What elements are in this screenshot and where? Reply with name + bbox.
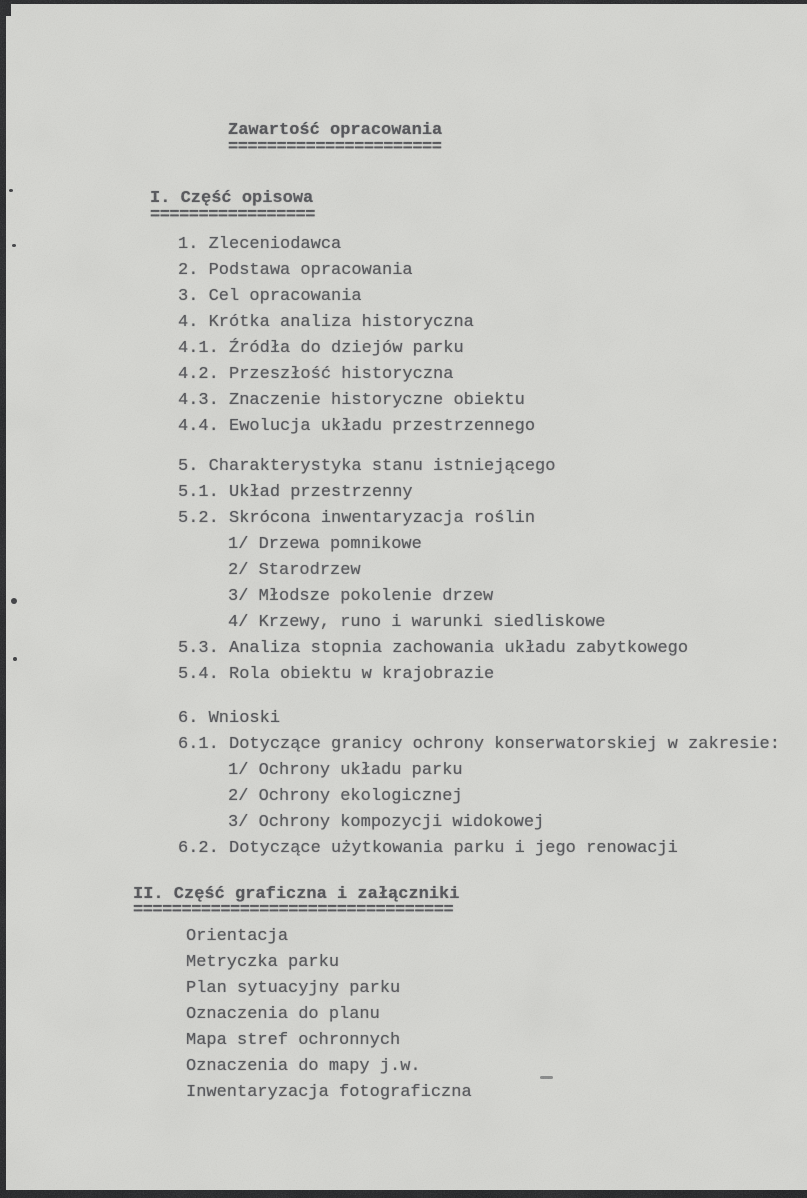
toc-line: Plan sytuacyjny parku <box>186 979 401 998</box>
toc-subline: 3/ Ochrony kompozycji widokowej <box>228 813 545 832</box>
toc-line: 4.1. Źródła do dziejów parku <box>178 339 464 358</box>
toc-line: Mapa stref ochronnych <box>186 1031 401 1050</box>
pencil-dash-mark <box>540 1076 553 1079</box>
toc-line: 6. Wnioski <box>178 709 281 728</box>
typewritten-content <box>133 0 807 1106</box>
scan-edge-bottom <box>0 1190 807 1198</box>
toc-subline: 2/ Ochrony ekologicznej <box>228 787 463 806</box>
ink-speck <box>9 189 13 192</box>
toc-line: 5.1. Układ przestrzenny <box>178 483 413 502</box>
toc-subline: 1/ Drzewa pomnikowe <box>228 535 422 554</box>
scan-edge-left <box>0 0 6 1198</box>
toc-subline: 3/ Młodsze pokolenie drzew <box>228 587 494 606</box>
part-1-heading: I. Część opisowa <box>150 189 314 208</box>
part-1-heading-underline: ================= <box>150 206 315 225</box>
toc-line: 5.3. Analiza stopnia zachowania układu zabytkowego <box>178 639 689 658</box>
document-title: Zawartość opracowania <box>228 121 443 140</box>
ink-speck <box>13 657 17 661</box>
toc-line: Orientacja <box>186 927 289 946</box>
title-underline: ====================== <box>228 138 442 157</box>
toc-subline: 1/ Ochrony układu parku <box>228 761 463 780</box>
part-2-heading-underline: ================================= <box>133 901 454 920</box>
toc-line: 5. Charakterystyka stanu istniejącego <box>178 457 556 476</box>
toc-subline: 4/ Krzewy, runo i warunki siedliskowe <box>228 613 606 632</box>
toc-line: 5.4. Rola obiektu w krajobrazie <box>178 665 495 684</box>
toc-line: Inwentaryzacja fotograficzna <box>186 1083 472 1102</box>
toc-line: 3. Cel opracowania <box>178 287 362 306</box>
scan-edge-top <box>0 0 807 4</box>
toc-line: Oznaczenia do mapy j.w. <box>186 1057 421 1076</box>
toc-subline: 2/ Starodrzew <box>228 561 361 580</box>
toc-line: Oznaczenia do planu <box>186 1005 380 1024</box>
toc-line: Metryczka parku <box>186 953 340 972</box>
toc-line: 5.2. Skrócona inwentaryzacja roślin <box>178 509 536 528</box>
toc-line: 4.2. Przeszłość historyczna <box>178 365 454 384</box>
ink-speck <box>11 598 17 604</box>
scan-edge-corner <box>0 0 11 16</box>
toc-line: 6.2. Dotyczące użytkowania parku i jego renowacji <box>178 839 678 858</box>
ink-speck <box>12 244 16 247</box>
toc-line: 6.1. Dotyczące granicy ochrony konserwatorskiej w zakresie: <box>178 735 780 754</box>
toc-line: 4. Krótka analiza historyczna <box>178 313 474 332</box>
toc-line: 4.4. Ewolucja układu przestrzennego <box>178 417 536 436</box>
toc-line: 1. Zleceniodawca <box>178 235 342 254</box>
toc-line: 2. Podstawa opracowania <box>178 261 413 280</box>
part-2-heading: II. Część graficzna i załączniki <box>133 885 460 904</box>
toc-line: 4.3. Znaczenie historyczne obiektu <box>178 391 525 410</box>
